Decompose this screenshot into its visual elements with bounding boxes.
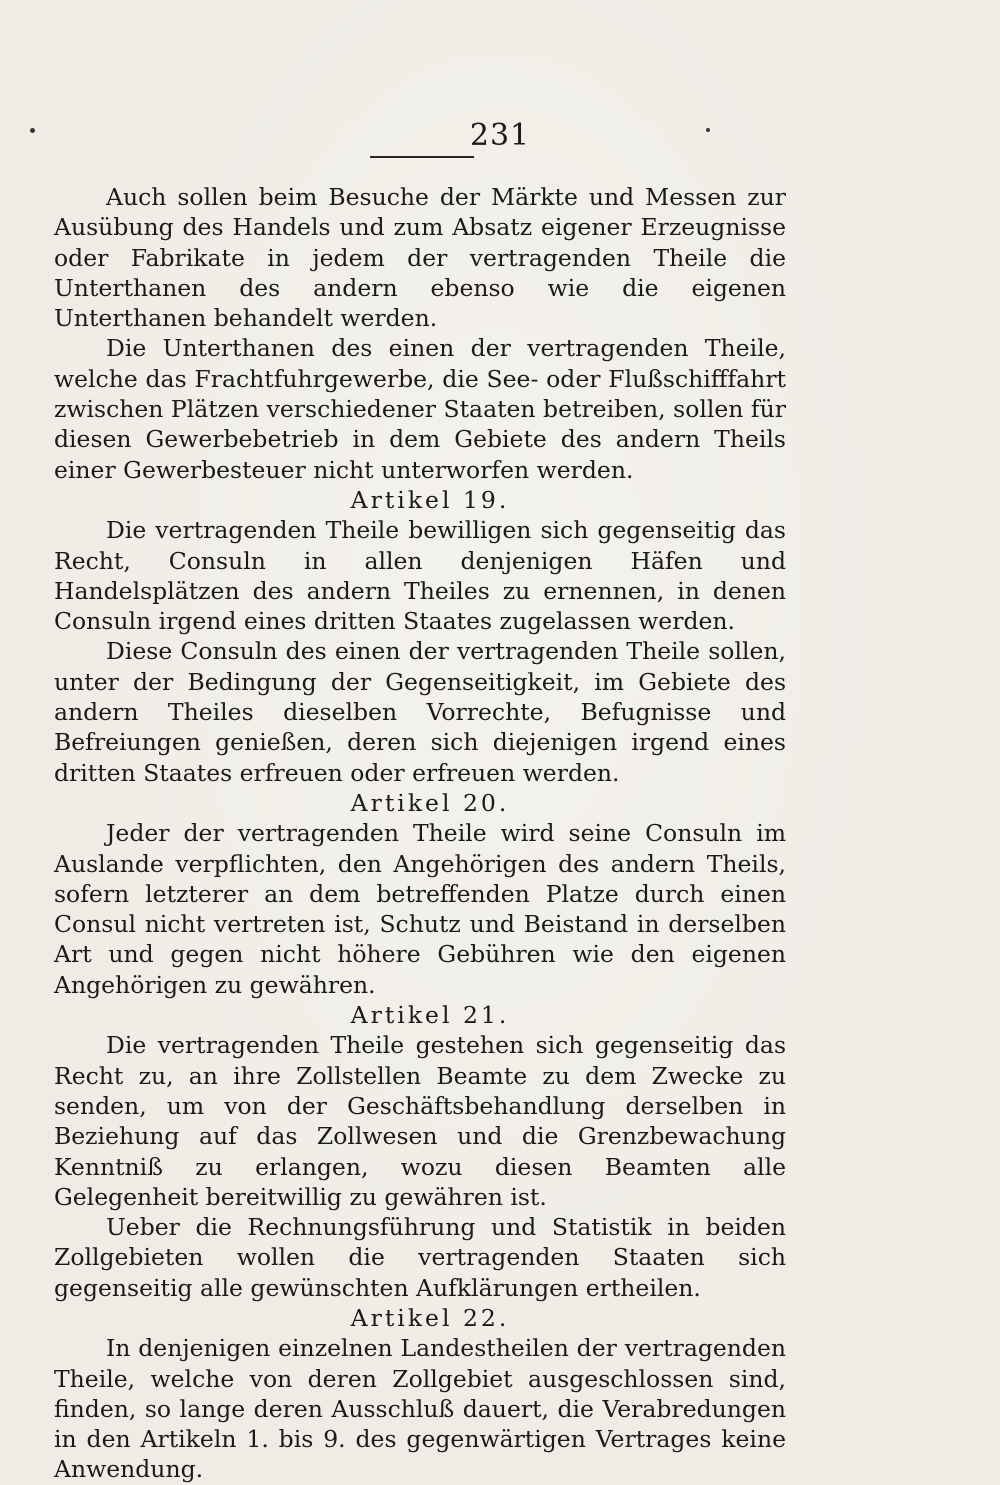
paragraph: Die vertragenden Theile gestehen sich gegenseitig das Recht zu, an ihre Zollstellen Beamte zu dem Zwecke zu senden, um von der Geschäftsbehandlung derselben in Beziehung auf das Zollwesen und die Grenzbewachung Kenntniß zu erlangen, wozu diesen Beamten alle Gelegenheit bereitwillig zu gewähren ist. [54, 1031, 786, 1211]
article-heading: Artikel 20. [350, 788, 510, 817]
paragraph: Diese Consuln des einen der vertragenden Theile sollen, unter der Bedingung der Gegenseitigkeit, im Gebiete des andern Theiles dieselben Vorrechte, Befugnisse und Befreiungen genießen, deren sich diejenigen irgend eines dritten Staates erfreuen oder erfreuen werden. [54, 637, 786, 787]
header-rule [370, 156, 474, 158]
paragraph: In denjenigen einzelnen Landestheilen der vertragenden Theile, welche von deren Zollgebiet ausgeschlossen sind, finden, so lange deren Ausschluß dauert, die Verabredungen in den Artikeln 1. bis 9. des gegenwärtigen Vertrages keine Anwendung. [54, 1334, 786, 1484]
page-number: 231 [469, 118, 531, 153]
paragraph: Die Unterthanen des einen der vertragenden Theile, welche das Frachtfuhrgewerbe, die See- oder Flußschifffahrt zwischen Plätzen verschiedener Staaten betreiben, sollen für diesen Gewerbebetrieb in dem Gebiete des andern Theils einer Gewerbesteuer nicht unterworfen werden. [54, 334, 786, 484]
article-heading: Artikel 22. [350, 1303, 510, 1332]
ink-speck [706, 128, 710, 132]
article-heading: Artikel 19. [350, 485, 510, 514]
paragraph: Jeder der vertragenden Theile wird seine Consuln im Auslande verpflichten, den Angehörigen des andern Theils, sofern letzterer an dem betreffenden Platze durch einen Consul nicht vertreten ist, Schutz und Beistand in derselben Art und gegen nicht höhere Gebühren wie den eigenen Angehörigen zu gewähren. [54, 819, 786, 999]
paragraph: Die vertragenden Theile bewilligen sich gegenseitig das Recht, Consuln in allen denjenigen Häfen und Handelsplätzen des andern Theiles zu ernennen, in denen Consuln irgend eines dritten Staates zugelassen werden. [54, 516, 786, 636]
article-heading: Artikel 21. [350, 1001, 510, 1030]
paragraph: Ueber die Rechnungsführung und Statistik in beiden Zollgebieten wollen die vertragenden Staaten sich gegenseitig alle gewünschten Aufklärungen ertheilen. [54, 1213, 786, 1302]
body-text [54, 182, 786, 1485]
paragraph: Auch sollen beim Besuche der Märkte und Messen zur Ausübung des Handels und zum Absatz eigener Erzeugnisse oder Fabrikate in jedem der vertragenden Theile die Unterthanen des andern ebenso wie die eigenen Unterthanen behandelt werden. [54, 183, 786, 333]
ink-speck [30, 128, 35, 133]
